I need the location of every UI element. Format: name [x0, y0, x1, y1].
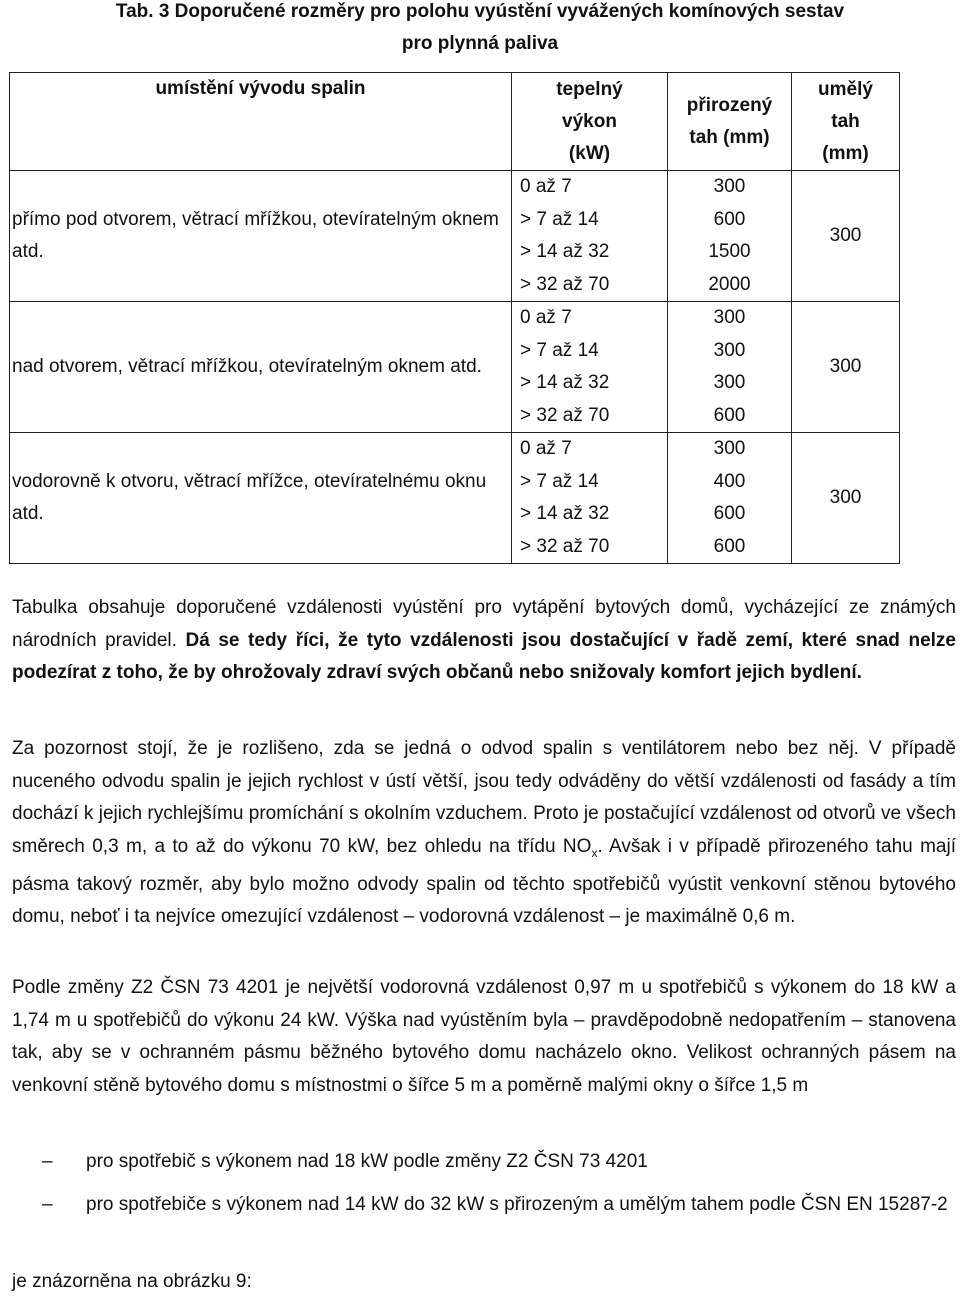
row-natural-draft-cell	[668, 302, 792, 433]
row-location-cell: přímo pod otvorem, větrací mřížkou, otevíratelným oknem atd.	[10, 171, 512, 302]
table-title-line-2: pro plynná paliva	[401, 33, 559, 54]
power-range: > 32 až 70	[520, 404, 610, 426]
row-artificial-draft-cell: 300	[792, 302, 900, 433]
row-power-cell	[512, 171, 668, 302]
table-row	[10, 302, 900, 433]
power-range: > 32 až 70	[520, 535, 610, 557]
power-range: > 14 až 32	[520, 241, 610, 262]
paragraph-csn-change-z2: Podle změny Z2 ČSN 73 4201 je největší vodorovná vzdálenost 0,97 m u spotřebičů s výkonem do 18 kW a 1,74 m u spotřebičů do výkonu 24 kW. Výška nad vyústěním byla – pravděpodobně nedopatřením – stanovena tak, aby se v ochranném pásmu běžného bytového domu nacházelo okno. Velikost ochranných pásem na venkovní stěně bytového domu s místnostmi o šířce 5 m a poměrně malými okny o šířce 1,5 m	[12, 977, 956, 1096]
row-power-cell	[512, 433, 668, 564]
row-natural-draft-cell	[668, 171, 792, 302]
natural-draft-value: 600	[713, 404, 746, 426]
row-location-cell: vodorovně k otvoru, větrací mřížce, otevíratelnému oknu atd.	[10, 433, 512, 564]
natural-draft-value: 1500	[708, 241, 751, 262]
natural-draft-value: 2000	[708, 273, 751, 295]
paragraph-table-summary	[12, 592, 956, 690]
row-natural-draft-cell	[668, 433, 792, 564]
natural-draft-value: 300	[713, 372, 746, 393]
row-artificial-draft-cell: 300	[792, 433, 900, 564]
natural-draft-value: 600	[713, 535, 746, 557]
natural-draft-value: 400	[713, 470, 746, 492]
natural-draft-value: 600	[713, 208, 746, 230]
dash-bullet: –	[42, 1194, 53, 1215]
chimney-outlet-dimensions-table	[9, 72, 900, 564]
table-title-line-1: Tab. 3 Doporučené rozměry pro polohu vyústění vyvážených komínových sestav	[115, 1, 845, 22]
power-range: > 7 až 14	[520, 470, 599, 492]
row-power-cell	[512, 302, 668, 433]
list-item-text: pro spotřebič s výkonem nad 18 kW podle změny Z2 ČSN 73 4201	[86, 1151, 648, 1172]
paragraph-text-part: . Avšak i v případě přirozeného tahu mají pásma takový rozměr, aby bylo možno odvody spalin od těchto spotřebičů vyústit venkovní stěnou bytového domu, neboť i ta nejvíce omezující vzdálenost – vodorovná vzdálenost – je maximálně 0,6 m.	[12, 835, 956, 928]
natural-draft-value: 300	[713, 307, 746, 328]
closing-line: je znázorněna na obrázku 9:	[12, 1271, 252, 1292]
natural-draft-value: 300	[713, 176, 746, 197]
power-range: > 14 až 32	[520, 503, 610, 524]
row-artificial-draft-cell: 300	[792, 171, 900, 302]
power-range: 0 až 7	[520, 307, 572, 328]
row-location-cell: nad otvorem, větrací mřížkou, otevíratelným oknem atd.	[10, 302, 512, 433]
natural-draft-value: 300	[713, 339, 746, 361]
header-flue-outlet-location: umístění vývodu spalin	[10, 73, 512, 171]
table-header-row	[10, 73, 900, 171]
dash-bullet: –	[42, 1151, 53, 1172]
natural-draft-value: 600	[713, 503, 746, 524]
power-range: > 7 až 14	[520, 208, 599, 230]
paragraph-normal-text: Tabulka obsahuje doporučené vzdálenosti vyústění pro vytápění bytových domů, vycházející ze známých národních pravidel.	[12, 597, 956, 651]
header-heat-output: tepelný výkon (kW)	[512, 73, 668, 171]
header-artificial-draft: umělý tah (mm)	[792, 73, 900, 171]
power-range: 0 až 7	[520, 176, 572, 197]
subscript-x: x	[591, 845, 598, 860]
header-natural-draft: přirozený tah (mm)	[668, 73, 792, 171]
power-range: > 32 až 70	[520, 273, 610, 295]
natural-draft-value: 300	[713, 438, 746, 459]
table-title	[0, 0, 960, 60]
table-row	[10, 433, 900, 564]
paragraph-text-part: Za pozornost stojí, že je rozlišeno, zda se jedná o odvod spalin s ventilátorem nebo bez něj. V případě nuceného odvodu spalin je jejich rychlost v ústí větší, jsou tedy odváděny do větší vzdálenosti od fasády a tím dochází k jejich rychlejšímu promíchání s okolním vzduchem. Proto je postačující vzdálenost od otvorů ve všech směrech 0,3 m, a to až do výkonu 70 kW, bez ohledu na třídu NO	[12, 738, 956, 857]
power-range: > 14 až 32	[520, 372, 610, 393]
list-item-text: pro spotřebiče s výkonem nad 14 kW do 32 kW s přirozeným a umělým tahem podle ČSN EN 15287-2	[86, 1194, 948, 1215]
power-range: > 7 až 14	[520, 339, 599, 361]
power-range: 0 až 7	[520, 438, 572, 459]
paragraph-forced-vs-natural-draft	[12, 733, 956, 934]
paragraph-bold-text: Dá se tedy říci, že tyto vzdálenosti jsou dostačující v řadě zemí, které snad nelze podezírat z toho, že by ohrožovaly zdraví svých občanů nebo snižovaly komfort jejich bydlení.	[12, 629, 956, 683]
table-row	[10, 171, 900, 302]
